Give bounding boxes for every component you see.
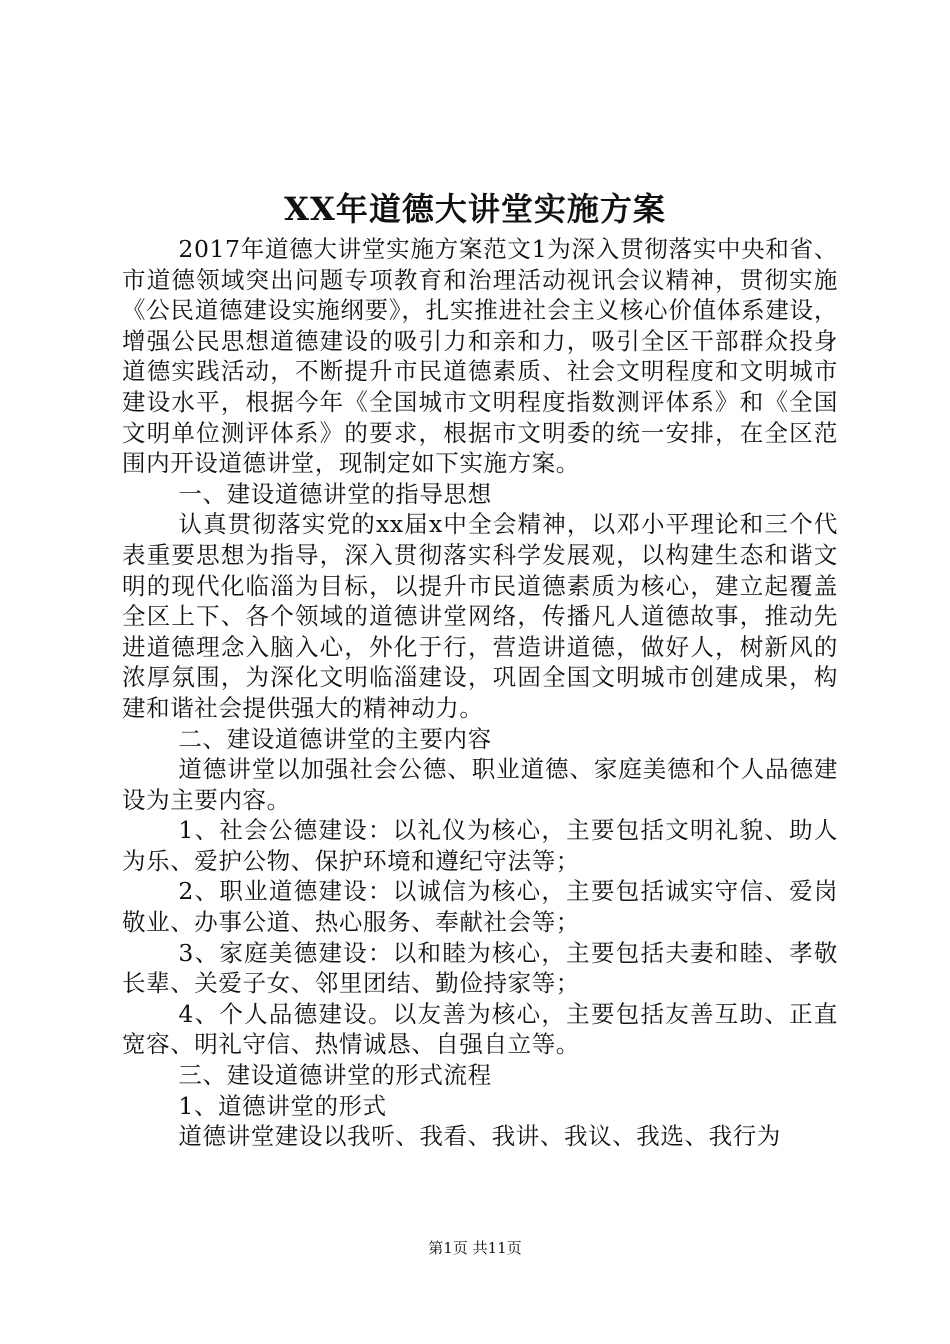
heading-guiding-thought: 一、建设道德讲堂的指导思想 — [178, 479, 492, 508]
heading-main-content: 二、建设道德讲堂的主要内容 — [178, 724, 492, 753]
list-item-social-morality: 1、社会公德建设：以礼仪为核心，主要包括文明礼貌、助人为乐、爱护公物、保护环境和遵纪守法等； — [122, 816, 838, 875]
paragraph-guiding-thought: 认真贯彻落实党的xx届x中全会精神，以邓小平理论和三个代表重要思想为指导，深入贯彻落实科学发展观，以构建生态和谐文明的现代化临淄为目标，以提升市民道德素质为核心，建立起覆盖全区上下、各个领域的道德讲堂网络，传播凡人道德故事，推动先进道德理念入脑入心，外化于行，营造讲道德，做好人，树新风的浓厚氛围，为深化文明临淄建设，巩固全国文明城市创建成果，构建和谐社会提供强大的精神动力。 — [122, 510, 838, 722]
document-title: XX年道德大讲堂实施方案 — [284, 190, 666, 228]
heading-form-process: 三、建设道德讲堂的形式流程 — [178, 1061, 492, 1090]
document-body — [122, 234, 838, 1152]
paragraph-form: 道德讲堂建设以我听、我看、我讲、我议、我选、我行为 — [178, 1122, 781, 1151]
paragraph-intro: 2017年道德大讲堂实施方案范文1为深入贯彻落实中央和省、市道德领域突出问题专项教育和治理活动视讯会议精神，贯彻实施《公民道德建设实施纲要》，扎实推进社会主义核心价值体系建设，增强公民思想道德建设的吸引力和亲和力，吸引全区干部群众投身道德实践活动，不断提升市民道德素质、社会文明程度和文明城市建设水平，根据今年《全国城市文明程度指数测评体系》和《全国文明单位测评体系》的要求，根据市文明委的统一安排，在全区范围内开设道德讲堂，现制定如下实施方案。 — [122, 235, 838, 478]
paragraph-main-content: 道德讲堂以加强社会公德、职业道德、家庭美德和个人品德建设为主要内容。 — [122, 755, 838, 814]
subheading-form: 1、道德讲堂的形式 — [178, 1091, 387, 1120]
list-item-professional-ethics: 2、职业道德建设：以诚信为核心，主要包括诚实守信、爱岗敬业、办事公道、热心服务、奉献社会等； — [122, 877, 838, 937]
page-footer: 第1页 共11页 — [428, 1239, 522, 1257]
list-item-family-virtues: 3、家庭美德建设：以和睦为核心，主要包括夫妻和睦、孝敬长辈、关爱子女、邻里团结、勤俭持家等； — [122, 938, 838, 998]
list-item-personal-character: 4、个人品德建设。以友善为核心，主要包括友善互助、正直宽容、明礼守信、热情诚恳、自强自立等。 — [122, 999, 838, 1059]
